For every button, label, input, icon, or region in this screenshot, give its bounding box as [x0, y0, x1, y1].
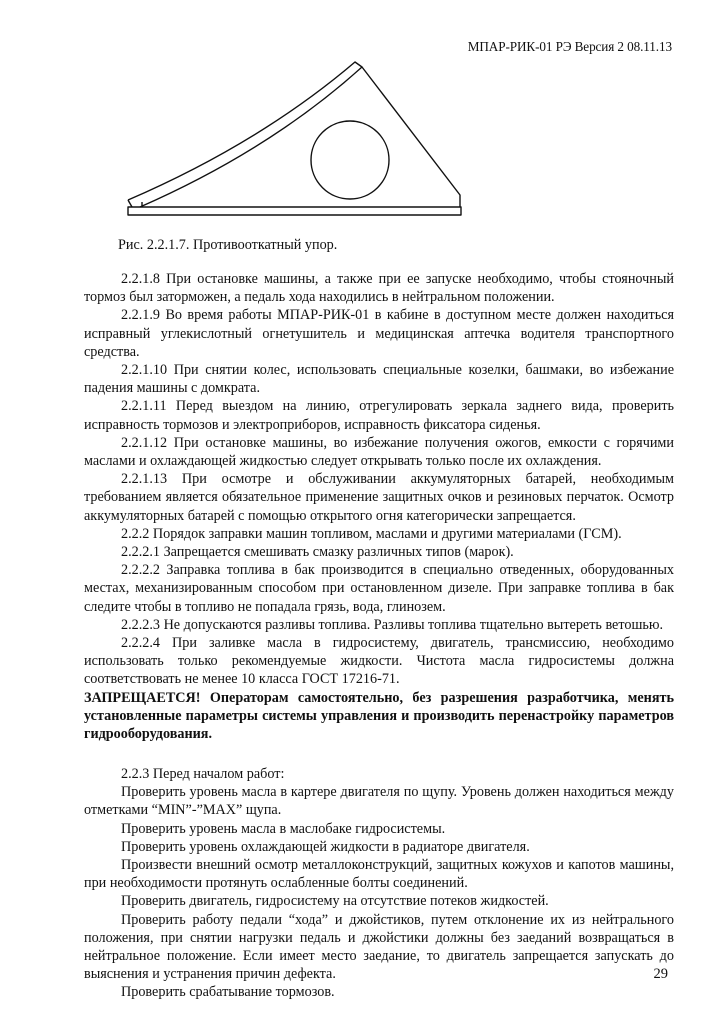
checklist-item: Проверить работу педали “хода” и джойстиков, путем отклонение их из нейтрального положения, при снятии нагрузки педаль и джойстики должны без заеданий возвращаться в нейтральное положение. Если имеет место заедание, то двигатель запрещается запускать до выяснения и устранения причин дефекта.	[84, 911, 674, 983]
checklist-item: Проверить уровень охлаждающей жидкости в радиаторе двигателя.	[121, 838, 530, 855]
base-plate	[128, 207, 461, 215]
paragraph: 2.2.1.13 При осмотре и обслуживании аккумуляторных батарей, необходимым требованием является обязательное применение защитных очков и резиновых перчаток. Осмотр аккумуляторных батарей с помощью открытого огня категорически запрещается.	[84, 471, 674, 524]
checklist-item: Проверить двигатель, гидросистему на отсутствие потеков жидкостей.	[121, 893, 549, 910]
paragraph: 2.2.1.10 При снятии колес, использовать специальные козелки, башмаки, во избежание падения машины с домкрата.	[84, 362, 674, 397]
paragraph: 2.2.1.11 Перед выездом на линию, отрегулировать зеркала заднего вида, проверить исправность тормозов и электроприборов, исправность фиксатора сиденья.	[84, 398, 674, 433]
checklist-item: Проверить уровень масла в маслобаке гидросистемы.	[121, 820, 446, 837]
warning-text: ЗАПРЕЩАЕТСЯ! Операторам самостоятельно, без разрешения разработчика, менять установленные параметры системы управления и производить перенастройку параметров гидрооборудования.	[84, 689, 674, 743]
chock-body	[140, 67, 460, 207]
paragraph: 2.2.1.12 При остановке машины, во избежание получения ожогов, емкости с горячими маслами и охлаждающей жидкостью следует открывать только после их охлаждения.	[84, 434, 674, 470]
paragraph: 2.2.1.9 Во время работы МПАР-РИК-01 в кабине в доступном месте должен находиться исправный углекислотный огнетушитель и медицинская аптечка водителя транспортного средства.	[84, 307, 674, 360]
checklist-item: Произвести внешний осмотр металлоконструкций, защитных кожухов и капотов машины, при необходимости протянуть ослабленные болты соединений.	[84, 856, 674, 892]
paragraph: 2.2.1.8 При остановке машины, а также при ее запуске необходимо, чтобы стояночный тормоз был заторможен, а педаль хода находились в нейтральном положении.	[84, 271, 674, 306]
paragraph: 2.2.2.4 При заливке масла в гидросистему, двигатель, трансмиссию, необходимо использовать только рекомендуемые жидкости. Чистота масла гидросистемы должна соответствовать не менее 10 класса ГОСТ 17216-71.	[84, 635, 674, 688]
chock-hole	[311, 121, 389, 199]
paragraph: 2.2.2.3 Не допускаются разливы топлива. Разливы топлива тщательно вытереть ветошью.	[121, 616, 663, 633]
chock-rail	[128, 62, 362, 200]
document-body	[84, 270, 674, 1002]
figure-caption: Рис. 2.2.1.7. Противооткатный упор.	[118, 237, 338, 253]
paragraph: 2.2.2.1 Запрещается смешивать смазку различных типов (марок).	[121, 544, 514, 561]
wheel-chock-drawing-icon	[120, 55, 470, 225]
paragraph: 2.2.2.2 Заправка топлива в бак производится в специально отведенных, оборудованных местах, механизированным способом при остановленном дизеле. При заправке топлива в бак следите чтобы в топливо не попадала грязь, вода, глинозем.	[84, 562, 674, 615]
checklist-item: Проверить срабатывание тормозов.	[121, 984, 335, 1001]
checklist-title: 2.2.3 Перед началом работ:	[121, 765, 285, 782]
section-heading: 2.2.2 Порядок заправки машин топливом, маслами и другими материалами (ГСМ).	[121, 525, 622, 542]
document-header: МПАР-РИК-01 РЭ Версия 2 08.11.13	[467, 39, 672, 54]
page-number: 29	[653, 966, 668, 982]
checklist-item: Проверить уровень масла в картере двигателя по щупу. Уровень должен находиться между отметками “MIN”-”MAX” щупа.	[84, 784, 674, 819]
